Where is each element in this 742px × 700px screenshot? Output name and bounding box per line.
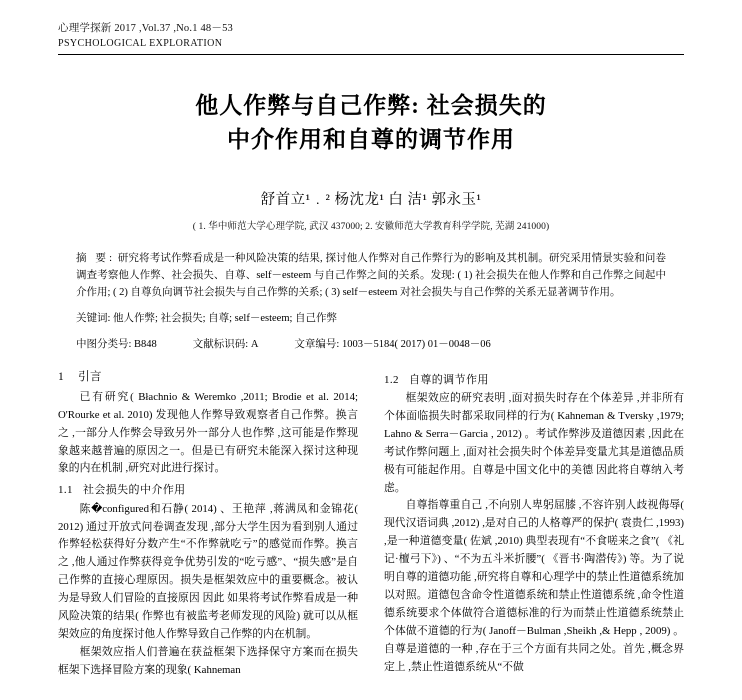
article-meta: [76, 336, 666, 353]
clc-number: 中图分类号: B848: [76, 338, 157, 350]
title-line-2: 中介作用和自尊的调节作用: [227, 127, 515, 153]
right-column: [384, 368, 684, 680]
left-column: [58, 368, 358, 680]
author-list: 舒首立¹﹒² 杨沈龙¹ 白 洁¹ 郭永玉¹: [260, 191, 482, 208]
body-columns: [58, 368, 684, 680]
subsection-label: 自尊的调节作用: [408, 373, 489, 386]
subsection-number: 1.1: [58, 484, 73, 497]
section-heading-1-2: [384, 371, 684, 389]
keywords-text: 他人作弊; 社会损失; 自尊; self－esteem; 自己作弊: [113, 312, 338, 324]
paragraph: 框架效应的研究表明 ,面对损失时存在个体差异 ,并非所有个体面临损失时都采取同样的行为( Kahneman & Tversky ,1979; Lahno & Serra－Garcia , 2012) 。考试作弊涉及道德因素 ,因此在考试作弊问题上 ,面对社会损失时个体差异变量尤其是道德品质极有可能起作用。自尊是中国文化中的美德 因此将自尊纳入考虑。: [384, 391, 684, 494]
running-head: [58, 22, 684, 55]
abstract-label: 摘 要:: [76, 252, 115, 264]
subsection-label: 社会损失的中介作用: [82, 484, 186, 497]
paragraph: 已有研究( Błachnio & Weremko ,2011; Brodie et al. 2014; O'Rourke et al. 2010) 发现他人作弊导致观察者自己作弊。换言之 ,一部分人作弊会导致另外一部分人也作弊 ,这可能是作弊现象越来越普遍的原因之一。但是已有研究未能深入探讨这种现象的内在机制 ,研究对此进行探讨。: [58, 390, 358, 475]
keywords-label: 关键词:: [76, 312, 111, 324]
section-heading-1: [58, 368, 358, 387]
section-label: 引言: [78, 370, 102, 383]
abstract: [76, 250, 666, 301]
paragraph: 陈�configured和石静( 2014) 、王艳萍 ,蒋满凤和金锦花( 2012) 通过开放式问卷调查发现 ,部分大学生因为看到别人通过作弊轻松获得好分数产生“不作弊就吃亏”的感觉而作弊。换言之 ,他人通过作弊获得竞争优势引发的“吃亏感”、“损失感”是自己作弊的直接心理原因。损失是框架效应中的重要概念。被认为是导致人们冒险的直接原因 因此 如果将考试作弊看成是一种风险决策的结果( 作弊也有被监考老师发现的风险) 就可以从框架效应的角度探讨他人作弊导致自己作弊的内在机制。: [58, 502, 358, 641]
section-number: 1: [58, 370, 65, 383]
abstract-text: 研究将考试作弊看成是一种风险决策的结果, 探讨他人作弊对自己作弊行为的影响及其机制。研究采用情景实验和问卷调查考察他人作弊、社会损失、自尊、self－esteem 与自己作弊之间的关系。发现: ( 1) 社会损失在他人作弊和自己作弊之间起中介作用; ( 2) 自尊负向调节社会损失与自己作弊的关系; ( 3) self－esteem 对社会损失与自己作弊的关系无显著调节作用。: [76, 252, 667, 298]
header-divider: [58, 54, 684, 55]
journal-title-en: PSYCHOLOGICAL EXPLORATION: [58, 38, 223, 50]
subsection-number: 1.2: [384, 373, 399, 386]
article-id: 文章编号: 1003－5184( 2017) 01－0048－06: [294, 338, 491, 350]
affiliation: ( 1. 华中师范大学心理学院, 武汉 437000; 2. 安徽师范大学教育科学学院, 芜湖 241000): [192, 221, 550, 232]
document-code: 文献标识码: A: [192, 338, 259, 350]
section-heading-1-1: [58, 481, 358, 499]
paragraph: 自尊指尊重自己 ,不向别人卑躬屈膝 ,不容许别人歧视侮辱( 现代汉语词典 ,2012) ,是对自己的人格尊严的保护( 袁贵仁 ,1993) ,是一种道德变量( 佐斌 ,2010) 典型表现有“不食嗟来之食”( 《礼记·檀弓下》) 、“不为五斗米折腰”( 《晋书·陶潜传》) 等。为了说明自尊的道德功能 ,研究将自尊和心理学中的禁止性道德系统加以对照。道德包含命令性道德系统和禁止性道德系统 ,命令性道德系统要求个体做符合道德标准的行为而禁止性道德系统禁止个体做不道德的行为( Janoff－Bulman ,Sheikh ,& Hepp , 2009) 。自尊是道德的一种 ,存在于三个方面有共同之处。首先 ,概念界定上 ,禁止性道德系统从“不做: [384, 499, 684, 673]
paragraph: 框架效应指人们普遍在获益框架下选择保守方案而在损失框架下选择冒险方案的现象( Kahneman: [58, 645, 358, 676]
journal-title-cn: 心理学探新 2017 ,Vol.37 ,No.1 48－53: [58, 23, 233, 34]
page-title: [58, 89, 684, 158]
keywords: [76, 310, 666, 327]
title-line-1: 他人作弊与自己作弊: 社会损失的: [195, 92, 547, 118]
